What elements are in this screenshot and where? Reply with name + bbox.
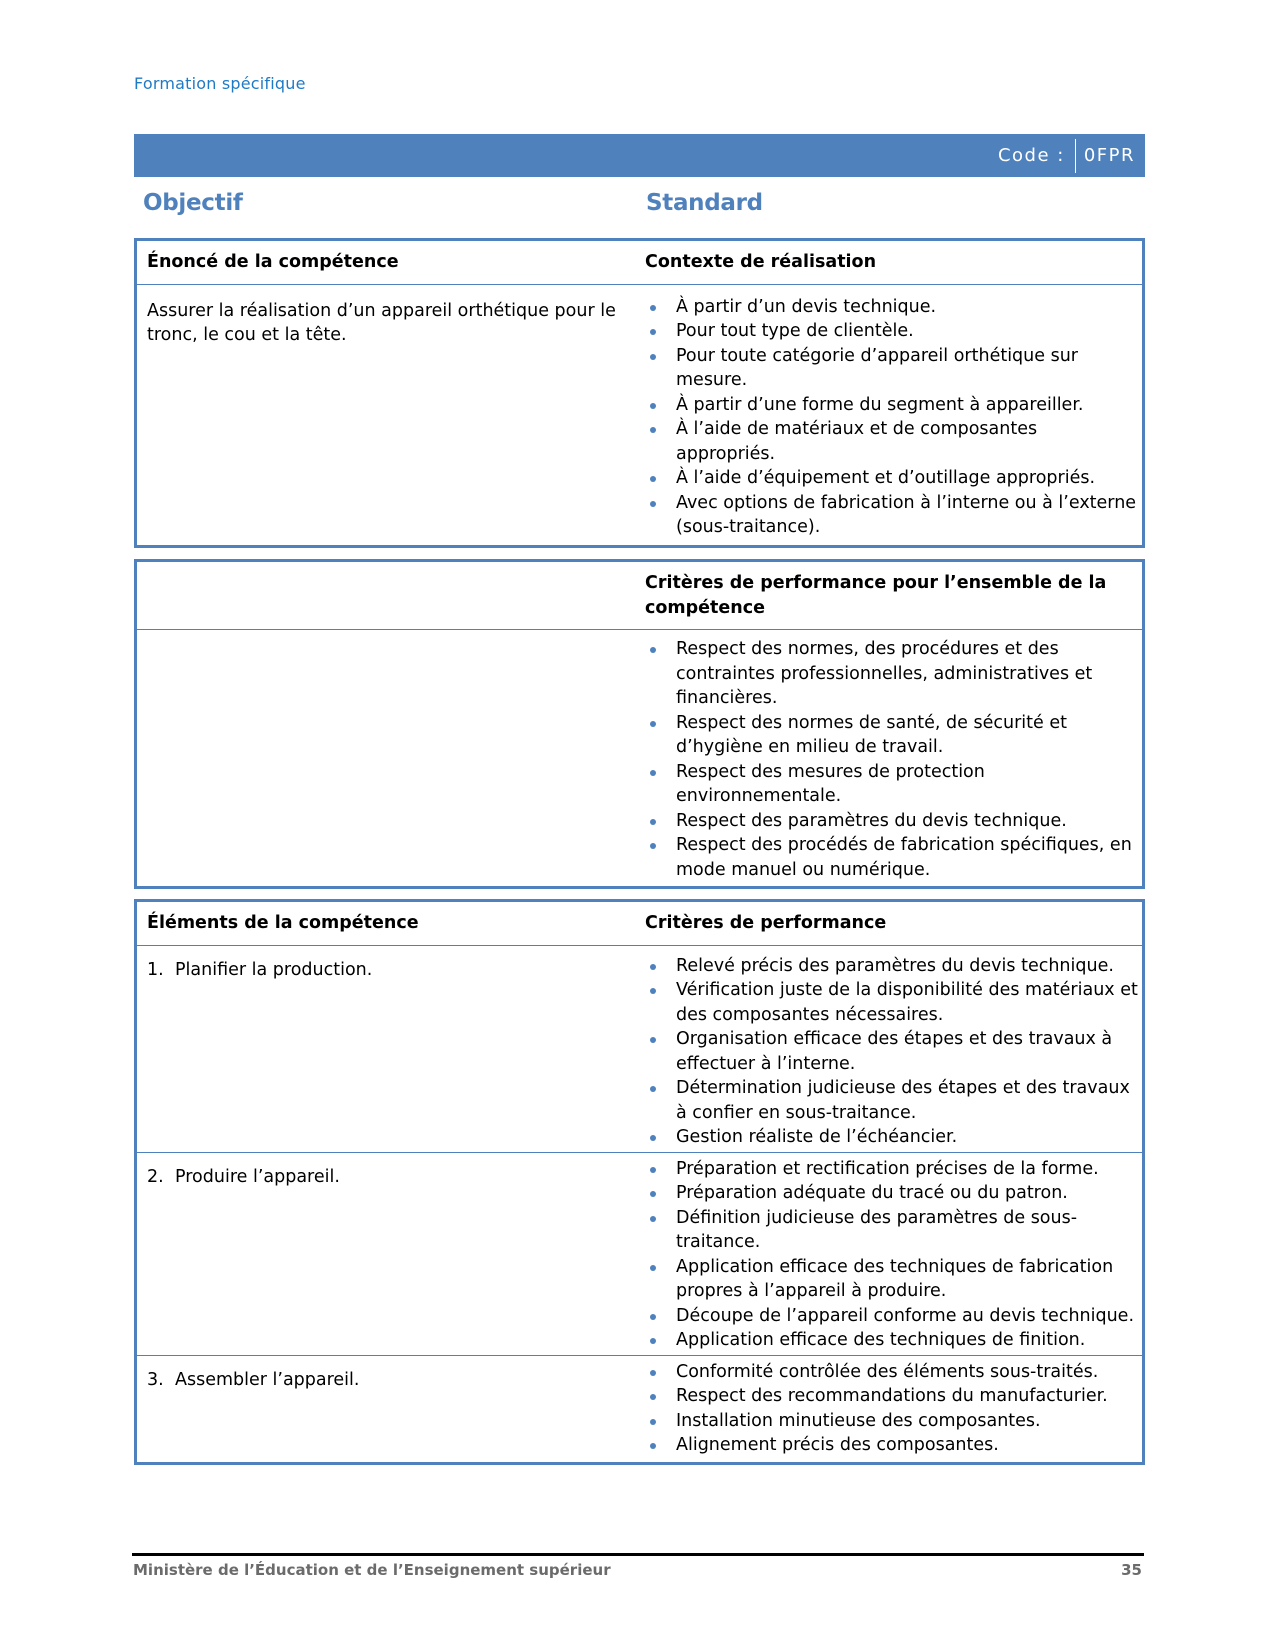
- code-label: Code :: [997, 145, 1065, 166]
- list-item: Conformité contrôlée des éléments sous-traités.: [645, 1360, 1138, 1385]
- elements-header: Éléments de la compétence: [136, 901, 634, 946]
- list-item: Pour toute catégorie d’appareil orthétique sur mesure.: [645, 344, 1138, 393]
- table-row: [136, 1355, 1144, 1463]
- list-item: Application efficace des techniques de fabrication propres à l’appareil à produire.: [645, 1255, 1138, 1304]
- section-label: Formation spécifique: [134, 74, 306, 93]
- list-item: Pour tout type de clientèle.: [645, 319, 1138, 344]
- list-item: Application efficace des techniques de finition.: [645, 1328, 1138, 1353]
- standard-heading: Standard: [646, 190, 763, 216]
- statement-header: Énoncé de la compétence: [136, 240, 634, 285]
- list-item: À partir d’une forme du segment à appareiller.: [645, 393, 1138, 418]
- competence-statement-table: [134, 238, 1145, 548]
- list-item: À partir d’un devis technique.: [645, 295, 1138, 320]
- element-label: Assembler l’appareil.: [175, 1369, 360, 1390]
- list-item: Installation minutieuse des composantes.: [645, 1409, 1138, 1434]
- list-item: Respect des recommandations du manufacturier.: [645, 1384, 1138, 1409]
- code-band: [134, 134, 1145, 177]
- criteria-list: [645, 1360, 1138, 1458]
- list-item: Détermination judicieuse des étapes et des travaux à confier en sous-traitance.: [645, 1076, 1138, 1125]
- list-item: Organisation efficace des étapes et des travaux à effectuer à l’interne.: [645, 1027, 1138, 1076]
- competence-statement: Assurer la réalisation d’un appareil orthétique pour le tronc, le cou et la tête.: [147, 300, 616, 345]
- context-header: Contexte de réalisation: [633, 240, 1144, 285]
- footer-publisher: Ministère de l’Éducation et de l’Enseignement supérieur: [133, 1561, 611, 1579]
- element-label: Produire l’appareil.: [175, 1166, 340, 1187]
- element-number: 3.: [147, 1369, 164, 1390]
- elements-criteria-table: [134, 899, 1145, 1465]
- criteria-header: Critères de performance: [633, 901, 1144, 946]
- criteria-list: [645, 954, 1138, 1150]
- list-item: Préparation adéquate du tracé ou du patron.: [645, 1181, 1138, 1206]
- table-row: [136, 1152, 1144, 1355]
- list-item: Respect des mesures de protection environnementale.: [645, 760, 1138, 809]
- list-item: À l’aide de matériaux et de composantes appropriés.: [645, 417, 1138, 466]
- list-item: Préparation et rectification précises de la forme.: [645, 1157, 1138, 1182]
- footer-rule: [132, 1553, 1144, 1556]
- table-row: [136, 945, 1144, 1152]
- overall-criteria-header: Critères de performance pour l’ensemble de la compétence: [633, 561, 1144, 630]
- list-item: Respect des procédés de fabrication spécifiques, en mode manuel ou numérique.: [645, 833, 1138, 882]
- list-item: Respect des paramètres du devis technique.: [645, 809, 1138, 834]
- list-item: À l’aide d’équipement et d’outillage appropriés.: [645, 466, 1138, 491]
- code-value: 0FPR: [1083, 145, 1135, 166]
- list-item: Alignement précis des composantes.: [645, 1433, 1138, 1458]
- list-item: Découpe de l’appareil conforme au devis technique.: [645, 1304, 1138, 1329]
- element-label: Planifier la production.: [175, 959, 373, 980]
- objectif-heading: Objectif: [143, 190, 243, 216]
- element-number: 1.: [147, 959, 164, 980]
- list-item: Respect des normes de santé, de sécurité et d’hygiène en milieu de travail.: [645, 711, 1138, 760]
- list-item: Respect des normes, des procédures et des contraintes professionnelles, administratives et financières.: [645, 637, 1138, 711]
- list-item: Gestion réaliste de l’échéancier.: [645, 1125, 1138, 1150]
- page-number: 35: [1121, 1561, 1142, 1579]
- context-list: [645, 295, 1138, 540]
- list-item: Vérification juste de la disponibilité des matériaux et des composantes nécessaires.: [645, 978, 1138, 1027]
- element-number: 2.: [147, 1166, 164, 1187]
- overall-criteria-list: [645, 637, 1138, 882]
- criteria-list: [645, 1157, 1138, 1353]
- list-item: Définition judicieuse des paramètres de sous-traitance.: [645, 1206, 1138, 1255]
- overall-criteria-table: [134, 559, 1145, 889]
- list-item: Avec options de fabrication à l’interne ou à l’externe (sous-traitance).: [645, 491, 1138, 540]
- list-item: Relevé précis des paramètres du devis technique.: [645, 954, 1138, 979]
